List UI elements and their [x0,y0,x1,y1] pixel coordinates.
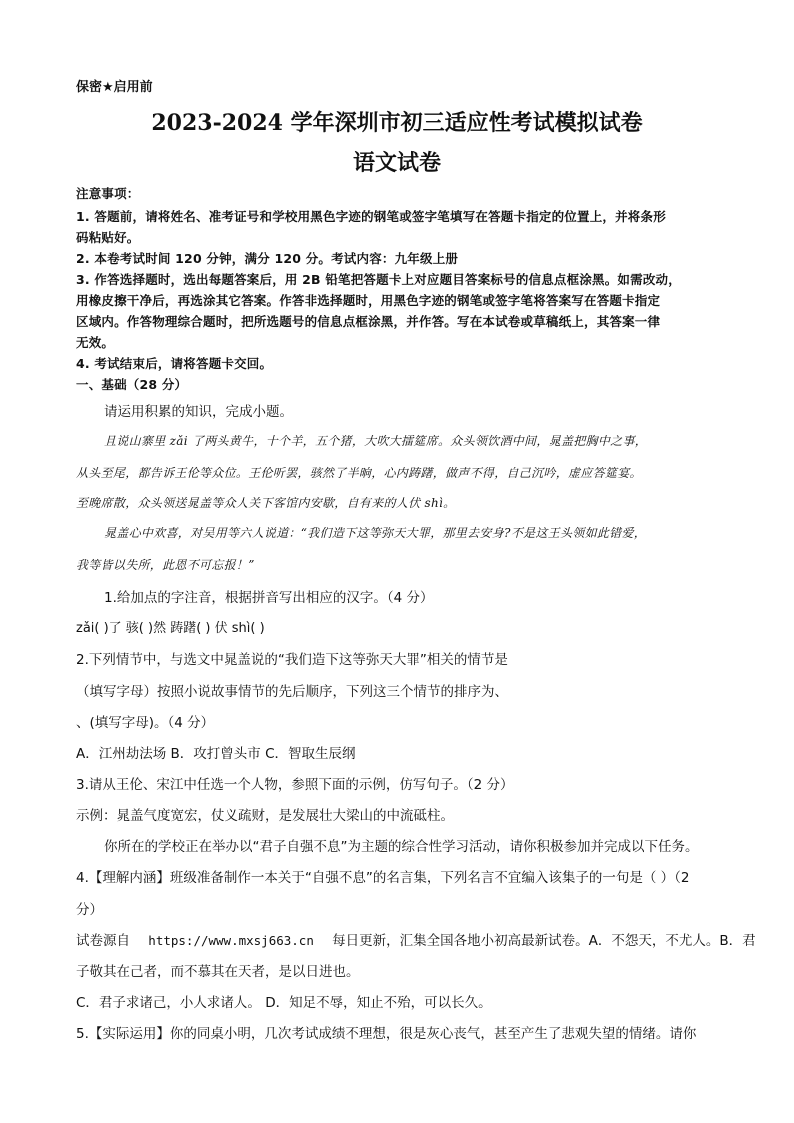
passage-line: 至晚席散，众头领送晁盖等众人关下客馆内安歇，自有来的人伏 shì。 [76,496,456,510]
question-2-line: （填写字母）按照小说故事情节的先后顺序，下列这三个情节的排序为、 [76,684,508,700]
notice-line: 4. 考试结束后，请将答题卡交回。 [76,356,273,371]
passage-line: 晁盖心中欢喜，对吴用等六人说道：“我们造下这等弥天大罪，那里去安身?不是这王头领如此错爱， [104,526,647,540]
confidential-label: 保密★启用前 [76,80,153,95]
question-3: 3.请从王伦、宋江中任选一个人物，参照下面的示例，仿写句子。（2 分） [76,777,514,793]
question-5: 5.【实际运用】你的同桌小明，几次考试成绩不理想，很是灰心丧气，甚至产生了悲观失望的情绪。请你 [76,1026,697,1042]
source-url-link[interactable]: https://www.mxsj663.cn [148,933,314,948]
exam-title: 2023-2024 学年深圳市初三适应性考试模拟试卷 [151,110,643,136]
passage-line: 我等皆以失所，此恩不可忘报！” [76,558,255,572]
notice-line: 1. 答题前，请将姓名、准考证号和学校用黑色字迹的钢笔或签字笔填写在答题卡指定的位置上，并将条形 [76,209,666,224]
notice-heading: 注意事项： [76,186,140,201]
notice-line: 无效。 [76,335,115,350]
question-4-line: 4.【理解内涵】班级准备制作一本关于“自强不息”的名言集，下列名言不宜编入该集子的一句是（ ）（2 [76,870,690,886]
notice-line: 3. 作答选择题时，选出每题答案后，用 2B 铅笔把答题卡上对应题目答案标号的信息点框涂黑。如需改动， [76,272,681,287]
question-2-options: A．江州劫法场 B．攻打曾头市 C．智取生辰纲 [76,746,356,762]
activity-intro: 你所在的学校正在举办以“君子自强不息”为主题的综合性学习活动，请你积极参加并完成以下任务。 [104,839,699,855]
notice-line: 码粘贴好。 [76,230,140,245]
subject-title: 语文试卷 [352,150,441,176]
passage-line: 且说山寨里 zǎi 了两头黄牛，十个羊，五个猪，大吹大擂筵席。众头领饮酒中间，晁盖把胸中之事， [104,434,648,448]
passage-line: 从头至尾，都告诉王伦等众位。王伦听罢，骇然了半晌，心内踌躇，做声不得，自己沉吟，虚应答筵宴。 [76,466,642,480]
source-suffix: 每日更新，汇集全国各地小初高最新试卷。A．不怨天，不尤人。B．君 [332,933,756,949]
question-4-line: 分） [76,902,103,918]
question-4-options-cd: C．君子求诸己，小人求诸人。 D．知足不辱，知止不殆，可以长久。 [76,995,492,1011]
source-prefix: 试卷源自 [76,933,130,949]
question-4-source-line [76,929,756,949]
section-heading: 一、基础（28 分） [76,377,188,392]
notice-line: 用橡皮擦干净后，再选涂其它答案。作答非选择题时，用黑色字迹的钢笔或签字笔将答案写在答题卡指定 [76,293,661,308]
question-1: 1.给加点的字注音，根据拼音写出相应的汉字。（4 分） [104,590,434,606]
question-2-line: 2.下列情节中，与选文中晁盖说的“我们造下这等弥天大罪”相关的情节是 [76,652,508,668]
question-2-line: 、(填写字母)。（4 分） [76,715,215,731]
question-3-example: 示例：晁盖气度宽宏，仗义疏财，是发展壮大梁山的中流砥柱。 [76,808,454,824]
section-intro: 请运用积累的知识，完成小题。 [104,404,293,420]
notice-line: 2. 本卷考试时间 120 分钟，满分 120 分。考试内容：九年级上册 [76,251,459,266]
question-1-blanks: zǎi( )了 骇( )然 踌躇( ) 伏 shì( ) [76,621,265,636]
question-4-option-b-cont: 子敬其在己者，而不慕其在天者，是以日进也。 [76,964,360,980]
notice-line: 区域内。作答物理综合题时，把所选题号的信息点框涂黑，并作答。写在本试卷或草稿纸上，其答案一律 [76,314,661,329]
